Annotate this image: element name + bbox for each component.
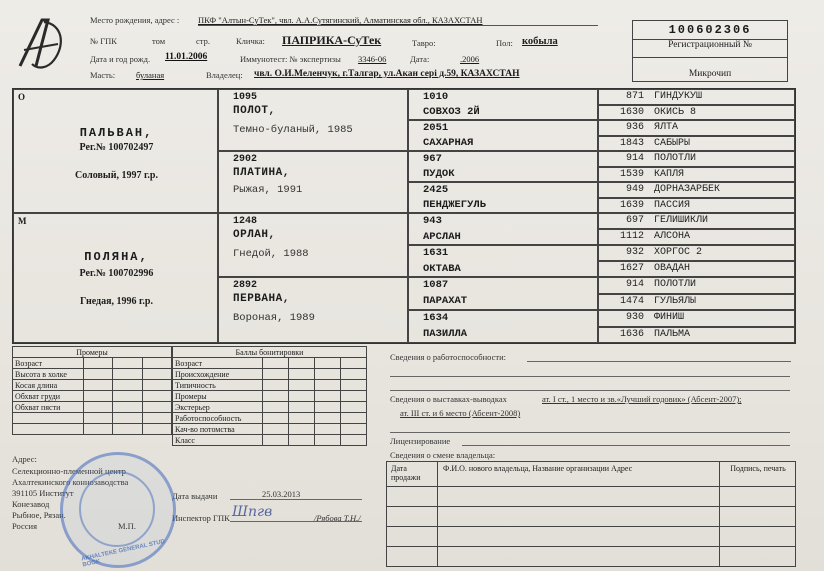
org-line-4: Конезавод — [12, 499, 50, 509]
gen4-number: 1539 — [619, 169, 644, 180]
gen3-cell — [408, 277, 598, 310]
gen3-number: 1634 — [423, 312, 449, 324]
score-row-label: Типичность — [173, 380, 263, 391]
registration-number: 100602306 — [633, 21, 787, 40]
stamp-text: AKHALTEKE GENERAL STUD BOOK — [80, 538, 166, 569]
measure-row-label: Высота в холке — [13, 369, 84, 380]
sire-reg: Рег.№ 100702497 — [79, 142, 154, 153]
col-sale-date: Дата продажи — [391, 464, 421, 482]
gen3-number: 943 — [423, 215, 442, 227]
score-row-label: Кач-во потомства — [173, 424, 263, 435]
gen4-number: 871 — [625, 91, 644, 102]
measurements-title: Промеры — [13, 347, 172, 358]
gen3-name: ПАРАХАТ — [423, 295, 468, 307]
gen3-name: АРСЛАН — [423, 231, 461, 243]
gen3-cell — [408, 151, 598, 182]
dam-marker: М — [18, 216, 27, 226]
gen4-name: ПАССИЯ — [654, 200, 691, 211]
licensing-label: Лицензирование — [390, 436, 451, 446]
gen3-name: ПУДОК — [423, 168, 455, 180]
gen4-name: ГЕЛИШИКЛИ — [654, 215, 709, 226]
inspector-name: /Рябова Т.Н./ — [314, 513, 361, 523]
org-line-1: Селекционно-племенной центр — [12, 466, 126, 476]
gen4-cell — [598, 198, 795, 213]
score-row-label: Возраст — [173, 358, 263, 369]
gen4-name: ХОРГОС 2 — [654, 247, 703, 258]
gen3-cell — [408, 245, 598, 277]
gen4-column — [598, 89, 795, 343]
issue-date-label: Дата выдачи — [172, 491, 218, 501]
gen4-cell — [598, 245, 795, 261]
gen3-number: 967 — [423, 153, 442, 165]
gpk-label: № ГПК — [90, 36, 117, 46]
microchip-label: Микрочип — [688, 69, 732, 79]
gen4-number: 1636 — [619, 329, 644, 340]
gen4-name: ФИНИШ — [654, 312, 685, 323]
gen4-cell — [598, 327, 795, 343]
col-new-owner: Ф.И.О. нового владельца, Название организации Адрес — [443, 464, 633, 473]
gen2-desc: Вороная, 1989 — [233, 312, 315, 324]
gen3-cell — [408, 120, 598, 151]
gen4-cell — [598, 136, 795, 151]
gen2-name: ПОЛОТ, — [233, 105, 276, 117]
gen3-cell — [408, 182, 598, 213]
dam-reg: Рег.№ 100702996 — [79, 268, 154, 279]
gen4-name: САБЫРЫ — [654, 138, 691, 149]
gen4-cell — [598, 89, 795, 105]
nickname-label: Кличка: — [236, 36, 265, 46]
gen4-cell — [598, 151, 795, 167]
gen4-number: 1627 — [619, 263, 644, 274]
org-line-3: 391105 Институт — [12, 488, 74, 498]
dam-desc: Гнедая, 1996 г.р. — [80, 296, 153, 307]
gen3-number: 1631 — [423, 247, 449, 259]
gen2-name: ПЛАТИНА, — [233, 167, 290, 179]
score-row-label: Происхождение — [173, 369, 263, 380]
scores-title: Баллы бонитировки — [173, 347, 367, 358]
official-stamp — [60, 452, 176, 568]
gen4-name: ГИНДУКУШ — [654, 91, 703, 102]
dam-cell — [13, 213, 218, 343]
gen4-number: 1474 — [619, 296, 644, 307]
gen3-name: ПЕНДЖЕГУЛЬ — [423, 199, 487, 211]
gen4-number: 932 — [625, 247, 644, 258]
gen4-name: ПОЛОТЛИ — [654, 279, 697, 290]
gen2-desc: Рыжая, 1991 — [233, 184, 303, 196]
mp-label: М.П. — [118, 521, 136, 531]
gen4-number: 1843 — [619, 138, 644, 149]
birthplace-value: ПКФ "Алтын-СуТек", чвл. А.А.Сутягинский, Алматинская обл., КАЗАХСТАН — [198, 15, 598, 26]
gen3-name: САХАРНАЯ — [423, 137, 474, 149]
gen3-name: ПАЗИЛЛА — [423, 328, 468, 340]
owner-value: чвл. О.И.Меленчук, г.Талгар, ул.Акан серi д.59, КАЗАХСТАН — [254, 69, 520, 79]
gen2-number: 2892 — [233, 280, 258, 291]
gen4-name: КАПЛЯ — [654, 169, 685, 180]
score-row-label: Промеры — [173, 391, 263, 402]
gen2-cell — [218, 213, 408, 277]
immuno-label: Иммунотест: № экспертизы — [240, 54, 341, 64]
gen4-name: ОКИСЬ 8 — [654, 107, 697, 118]
gen4-number: 1112 — [619, 231, 644, 242]
gen4-number: 930 — [625, 312, 644, 323]
score-row-label: Класс — [173, 435, 263, 446]
org-line-5: Рыбное, Рязан. — [12, 510, 66, 520]
sire-marker: О — [18, 92, 26, 102]
gen4-number: 914 — [625, 279, 644, 290]
gen4-number: 949 — [625, 184, 644, 195]
gen4-cell — [598, 277, 795, 294]
dob-label: Дата и год рожд. — [90, 54, 151, 64]
inspector-signature: Шпгв — [232, 504, 273, 520]
score-row-label: Работоспособность — [173, 413, 263, 424]
gen4-number: 1639 — [619, 200, 644, 211]
score-row-label: Экстерьер — [173, 402, 263, 413]
stud-book-logo — [14, 14, 72, 74]
measure-row-label: Обхват груди — [13, 391, 84, 402]
gen4-name: ЯЛТА — [654, 122, 679, 133]
immuno-value: 3346-06 — [358, 54, 387, 64]
gen2-cell — [218, 277, 408, 343]
gen4-name: ПАЛЬМА — [654, 329, 691, 340]
sex-value: кобыла — [522, 36, 558, 47]
gen2-cell — [218, 89, 408, 151]
gen3-cell — [408, 310, 598, 343]
measure-row-label: Обхват пясти — [13, 402, 84, 413]
gen4-name: ПОЛОТЛИ — [654, 153, 697, 164]
dam-name: ПОЛЯНА, — [84, 250, 149, 264]
gen2-desc: Гнедой, 1988 — [233, 248, 309, 260]
page-label: стр. — [196, 36, 210, 46]
gen4-name: ОВАДАН — [654, 263, 691, 274]
performance-label: Сведения о работоспособности: — [390, 352, 506, 362]
date-value: .2006 — [460, 54, 480, 64]
sire-cell — [13, 89, 218, 213]
gen3-name: СОВХОЗ 2Й — [423, 106, 480, 118]
gen4-cell — [598, 182, 795, 198]
measure-row-label: Возраст — [13, 358, 84, 369]
measure-row-label: Косая длина — [13, 380, 84, 391]
scores-table — [172, 346, 367, 446]
tavro-label: Тавро: — [412, 38, 436, 48]
ownership-label: Сведения о смене владельца: — [390, 450, 496, 460]
nickname-value: ПАПРИКА-СуТек — [282, 33, 382, 47]
gen2-desc: Темно-буланый, 1985 — [233, 124, 353, 136]
gen2-number: 1248 — [233, 216, 258, 227]
color-label: Масть: — [90, 70, 116, 80]
gen2-name: ПЕРВАНА, — [233, 293, 290, 305]
sire-name: ПАЛЬВАН, — [79, 126, 154, 140]
address-label: Адрес: — [12, 454, 37, 464]
gen4-number: 914 — [625, 153, 644, 164]
org-line-6: Россия — [12, 521, 37, 531]
gen2-number: 2902 — [233, 154, 258, 165]
gen4-cell — [598, 167, 795, 182]
sire-desc: Соловый, 1997 г.р. — [75, 170, 158, 181]
registration-box — [632, 20, 788, 82]
dob-value: 11.01.2006 — [165, 52, 208, 62]
gen2-number: 1095 — [233, 92, 258, 103]
registration-label: Регистрационный № — [668, 40, 752, 50]
org-line-2: Ахалтекинского коннозаводства — [12, 477, 129, 487]
date-label: Дата: — [410, 54, 430, 64]
gen4-cell — [598, 213, 795, 229]
pedigree-table — [12, 88, 796, 344]
gen2-name: ОРЛАН, — [233, 229, 276, 241]
shows-line-2: ат. III ст. и 6 место (Абсент-2008) — [400, 408, 521, 418]
gen3-name: ОКТАВА — [423, 263, 461, 275]
inspector-label: Инспектор ГПК — [172, 513, 230, 523]
gen4-cell — [598, 229, 795, 245]
gen4-number: 936 — [625, 122, 644, 133]
gen3-number: 1087 — [423, 279, 449, 291]
gen4-cell — [598, 261, 795, 277]
shows-label: Сведения о выставках-выводках — [390, 394, 507, 404]
gen4-name: ДОРНАЗАРБЕК — [654, 184, 721, 195]
gen4-name: АЛСОНА — [654, 231, 691, 242]
gen4-cell — [598, 120, 795, 136]
color-value: буланая — [136, 70, 165, 80]
gen4-number: 1630 — [619, 107, 644, 118]
stamp-inner-ring — [79, 471, 155, 547]
gen2-cell — [218, 151, 408, 213]
gen3-number: 2425 — [423, 184, 449, 196]
birthplace-label: Место рождения, адрес : — [90, 15, 180, 25]
issue-date-value: 25.03.2013 — [262, 489, 301, 499]
ownership-table — [386, 461, 796, 567]
gen4-cell — [598, 294, 795, 310]
gen4-cell — [598, 310, 795, 327]
sex-label: Пол: — [496, 38, 513, 48]
col-signature: Подпись, печать — [730, 464, 786, 473]
gen3-number: 2051 — [423, 122, 449, 134]
gen4-name: ГУЛЬЯЛЫ — [654, 296, 697, 307]
gen4-cell — [598, 105, 795, 120]
gen4-number: 697 — [625, 215, 644, 226]
gen3-cell — [408, 213, 598, 245]
shows-line-1: ат. I ст., 1 место и зв.«Лучший годовик» (Абсент-2007); — [542, 394, 742, 404]
measurements-table — [12, 346, 172, 435]
gen3-cell — [408, 89, 598, 120]
tom-label: том — [152, 36, 166, 46]
owner-label: Владелец: — [206, 70, 243, 80]
gen3-number: 1010 — [423, 91, 449, 103]
